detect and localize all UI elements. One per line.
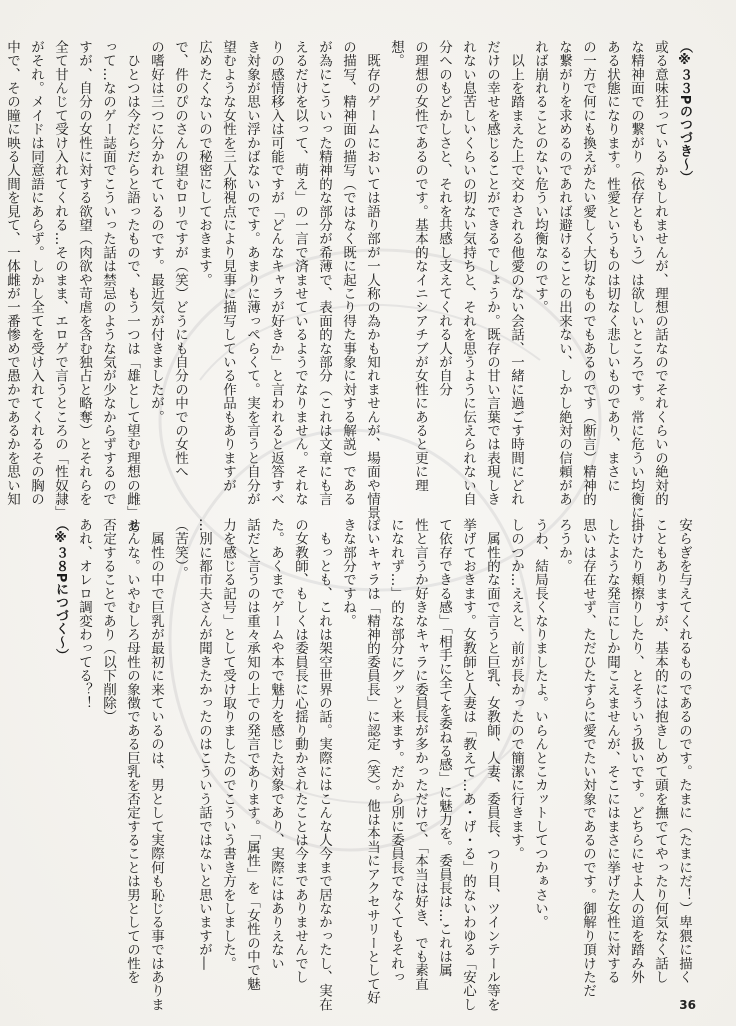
text-line: って…なのゲー誌面でこういった話は禁忌のような気が少なからずするので <box>100 40 116 506</box>
text-line: ひとつは今だらだらと語ったもので、もう一つは「雄として望む理想の雌」あ <box>124 40 140 534</box>
text-line: あれ、オレロ調変わってる？！ <box>76 518 92 710</box>
text-line: た。あくまでゲームや本で魅力を感じた対象であり、実際にはありえない <box>268 518 284 971</box>
text-line: うわ、結局長くなりましたよ。いらんとこカットしてつかぁさい。 <box>532 518 548 929</box>
text-line: で、件のぴのさんの望むロリですが（笑）どうにも自分の中での女性へ <box>172 40 188 479</box>
text-line: 挙げておきます。女教師と人妻は「教えて…あ・げ・る」的ないわゆる「安心し <box>460 518 476 1012</box>
continued-note: （※３８Pにつづく～） <box>53 518 68 662</box>
text-line: すが、自分の女性に対する欲望（肉欲や苛虐を含む独占と略奪）とそれらを <box>76 40 92 506</box>
text-line: 全て甘んじて受け入れてくれる…そのまま、エロゲで言うところの「性奴隷」 <box>52 40 68 520</box>
text-line: 安らぎを与えてくれるものであるのです。たまに（たまにだ！）卑猥に描く <box>676 518 692 984</box>
text-line: 属性的な面で言うと巨乳、女教師、人妻、委員長、つり目、ツインテール等を <box>484 518 500 1012</box>
text-line: だけの幸せを感じることができるでしょうか。既存の甘い言葉では表現しき <box>484 40 500 506</box>
text-line: 想。 <box>388 40 404 68</box>
text-line: の理想の女性であるのです。基本的なイニシアチブが女性にあると更に理 <box>412 40 428 493</box>
text-line: りの感情移入は可能ですが「どんなキャラが好きか」と言われると返答すべ <box>268 40 284 506</box>
text-line: れない息苦しいくらいの切ない気持ちと、それを思うように伝えられない自 <box>460 40 476 506</box>
continuation-heading: （※３３Pのつづき～） <box>677 40 692 184</box>
text-line: 中で、その瞳に映る人間を見て、一体雌が一番惨めで愚かであるかを思い知 <box>4 40 20 506</box>
text-line: 話だと言うのは重々承知の上での発言であります。「属性」を「女性の中で魅 <box>244 518 260 991</box>
page-number: 36 <box>679 998 696 1012</box>
text-line: の嗜好は三つに分かれているのです。最近気が付きましたが。 <box>148 40 164 424</box>
text-line: が為にこういった精神的な部分が希薄で、表面的な部分（これは文章にも言 <box>316 40 332 506</box>
article-upper-section <box>4 40 696 534</box>
text-line: （苦笑）。 <box>172 518 188 580</box>
text-line: きな部分ですね。 <box>340 518 356 628</box>
text-line: ろうか。 <box>556 518 572 573</box>
text-line: ある状態になります。性愛というものは切なく悲しいものであり、まさに <box>604 40 620 493</box>
text-line: 分へのもどかしさと、それを共感し支えてくれる人が自分 <box>436 40 452 397</box>
text-line: こともありますが、基本的には抱きしめて頭を撫でてやったり何気なく話し <box>652 518 668 984</box>
text-line: 掛けたり頬擦りしたり、とそういう扱いです。どちらにせよ人の道を踏み外 <box>628 518 644 984</box>
text-line: 或る意味狂っているかもしれませんが、理想の話なのでそれくらいの絶対的 <box>652 40 668 506</box>
text-line: 広めたくないので秘密にしておきます。 <box>196 40 212 287</box>
text-line: しのつか…ええと、前が長かったので簡潔に行きます。 <box>508 518 524 861</box>
text-line: の描写、精神面の描写（ではなく既に起こり得た事象に対する解説）である <box>340 40 356 506</box>
text-line: がそれ。メイドは同意語にあらず。しかし全てを受け入れてくれるその胸の <box>28 40 44 506</box>
text-line: 以上を踏まえた上で交わされる他愛のない会話、一緒に過ごす時間にどれ <box>508 40 524 506</box>
text-line: 性と言うか好きなキャラに委員長が多かっただけで、「本当は好き、でも素直 <box>412 518 428 991</box>
text-line: れば崩れることのない危うい均衡なのです。 <box>532 40 548 314</box>
text-line: 否定することであり（以下削除） <box>100 518 116 724</box>
text-line: 望むような女性を三人称視点により見事に描写している作品もありますが <box>220 40 236 493</box>
text-line: …別に都市夫さんが聞きたかったのはこういう話ではないと思いますが― <box>196 518 212 971</box>
text-line: 力を感じる記号」として受け取りましたのでこういう書き方をしました。 <box>220 518 236 971</box>
text-line: になれず…」的な部分にグッと来ます。だから別に委員長でなくてもそれっ <box>388 518 404 984</box>
text-line: えるだけを以って、萌え」の一言で済ませているようでなりません。それな <box>292 40 308 506</box>
text-line: 思いは存在せず、ただひたすらに愛でたい対象であるのです。御解り頂けただ <box>580 518 596 998</box>
text-line: な繋がりを求めるのであれば避けることの出来ない、しかし絶対の信頼があ <box>556 40 572 506</box>
text-line: な精神面での繋がり（依存ともいう）は欲しいところです。常に危うい均衡に <box>628 40 644 520</box>
text-line: て依存できる感」「相手に全てを委ねる感」に魅力を。委員長は…これは属 <box>436 518 452 978</box>
text-line: したような発言にしか聞こえませんが、そこにはまさに挙げた女性に対する <box>604 518 620 984</box>
text-line: き対象が思い浮かばないのです。あまりに薄っぺらくて。実を言うと自分が <box>244 40 260 506</box>
text-line: の一方で何にも換えがたい愛しく大切なものでもあるのです（断言）精神的 <box>580 40 596 506</box>
text-line: ぽいキャラは「精神的委員長」に認定（笑）。他は本当にアクセサリーとして好 <box>364 518 380 1005</box>
text-line: 属性の中で巨乳が最初に来ているのは、男として実際何も恥じる事ではありま <box>148 518 164 1012</box>
upper-body-text <box>0 40 672 534</box>
text-line: せんな。いやむしろ母性の象徴である巨乳を否定することは男としての性を <box>124 518 140 984</box>
text-line: の女教師、もしくは委員長に心揺り動かされたことは今までありませんでし <box>292 518 308 984</box>
text-line: もっとも、これは架空世界の話。実際にはこんな人今まで居なかったし、実在 <box>316 518 332 1012</box>
text-line: 既存のゲームにおいては語り部が一人称の為かも知れませんが、場面や情景 <box>364 40 380 520</box>
